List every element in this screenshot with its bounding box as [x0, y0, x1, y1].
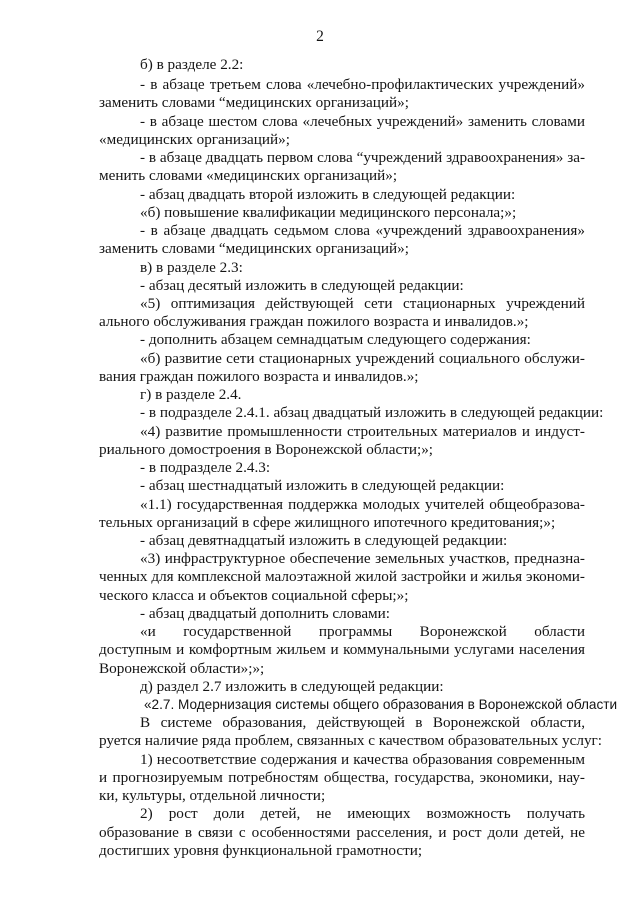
doc-line: ческого класса и объектов социальной сферы;»;: [99, 587, 409, 604]
section-heading: «2.7. Модернизация системы общего образования в Воронежской области: [144, 697, 618, 712]
doc-line: «б) повышение квалификации медицинского персонала;»;: [140, 204, 517, 221]
doc-line: - в абзаце двадцать первом слова “учреждений здравоохранения» за-: [140, 149, 585, 166]
doc-line: - абзац двадцатый дополнить словами:: [140, 605, 391, 622]
doc-line: ки, культуры, отдельной личности;: [99, 787, 326, 804]
doc-line: заменить словами “медицинских организаций»;: [99, 240, 409, 257]
doc-line: - в абзаце шестом слова «лечебных учреждений» заменить словами: [140, 113, 585, 130]
doc-line: - в подразделе 2.4.3:: [140, 459, 271, 476]
doc-line: - в абзаце двадцать седьмом слова «учреждений здравоохранения»: [140, 222, 585, 239]
doc-line: 2) рост доли детей, не имеющих возможность получать: [140, 805, 585, 822]
doc-line: В системе образования, действующей в Воронежской области,: [140, 714, 585, 731]
doc-line: - в подразделе 2.4.1. абзац двадцатый изложить в следующей редакции:: [140, 404, 604, 421]
doc-line: руется наличие ряда проблем, связанных с качеством образовательных услуг:: [99, 732, 602, 749]
doc-line: образование в связи с особенностями расселения, и рост доли детей, не: [99, 824, 585, 841]
doc-line: и прогнозируемым потребностям общества, государства, экономики, нау-: [99, 769, 585, 786]
doc-line: Воронежской области»;»;: [99, 660, 265, 677]
doc-line: ального обслуживания граждан пожилого возраста и инвалидов.»;: [99, 313, 529, 330]
doc-line: в) в разделе 2.3:: [140, 259, 243, 276]
doc-line: - абзац двадцать второй изложить в следующей редакции:: [140, 186, 516, 203]
doc-line: - в абзаце третьем слова «лечебно-профилактических учреждений»: [140, 76, 585, 93]
doc-line: 1) несоответствие содержания и качества образования современным: [140, 751, 585, 768]
doc-line: «3) инфраструктурное обеспечение земельных участков, предназна-: [140, 550, 585, 567]
doc-line: ченных для комплексной малоэтажной жилой застройки и жилья экономи-: [99, 568, 585, 585]
doc-line: доступным и комфортным жильем и коммунальными услугами населения: [99, 641, 585, 658]
doc-line: - абзац шестнадцатый изложить в следующей редакции:: [140, 477, 505, 494]
doc-line: риального домостроения в Воронежской области;»;: [99, 441, 434, 458]
doc-line: - дополнить абзацем семнадцатым следующего содержания:: [140, 331, 531, 348]
doc-line: «5) оптимизация действующей сети стационарных учреждений: [140, 295, 585, 312]
doc-line: достигших уровня функциональной грамотности;: [99, 842, 423, 859]
doc-line: заменить словами “медицинских организаций»;: [99, 94, 409, 111]
doc-line: тельных организаций в сфере жилищного ипотечного кредитования;»;: [99, 514, 556, 531]
doc-line: «4) развитие промышленности строительных материалов и индуст-: [140, 423, 585, 440]
doc-line: б) в разделе 2.2:: [140, 56, 244, 73]
doc-line: - абзац девятнадцатый изложить в следующей редакции:: [140, 532, 508, 549]
page-number: 2: [316, 28, 324, 45]
doc-line: - абзац десятый изложить в следующей редакции:: [140, 277, 464, 294]
doc-line: д) раздел 2.7 изложить в следующей редакции:: [140, 678, 444, 695]
doc-line: г) в разделе 2.4.: [140, 386, 242, 403]
doc-line: менить словами «медицинских организаций»;: [99, 167, 398, 184]
doc-line: «медицинских организаций»;: [99, 131, 290, 148]
doc-line: «б) развитие сети стационарных учреждений социального обслужи-: [140, 350, 585, 367]
doc-line: вания граждан пожилого возраста и инвалидов.»;: [99, 368, 419, 385]
doc-line: «и государственной программы Воронежской области: [140, 623, 585, 640]
doc-line: «1.1) государственная поддержка молодых учителей общеобразова-: [140, 496, 585, 513]
